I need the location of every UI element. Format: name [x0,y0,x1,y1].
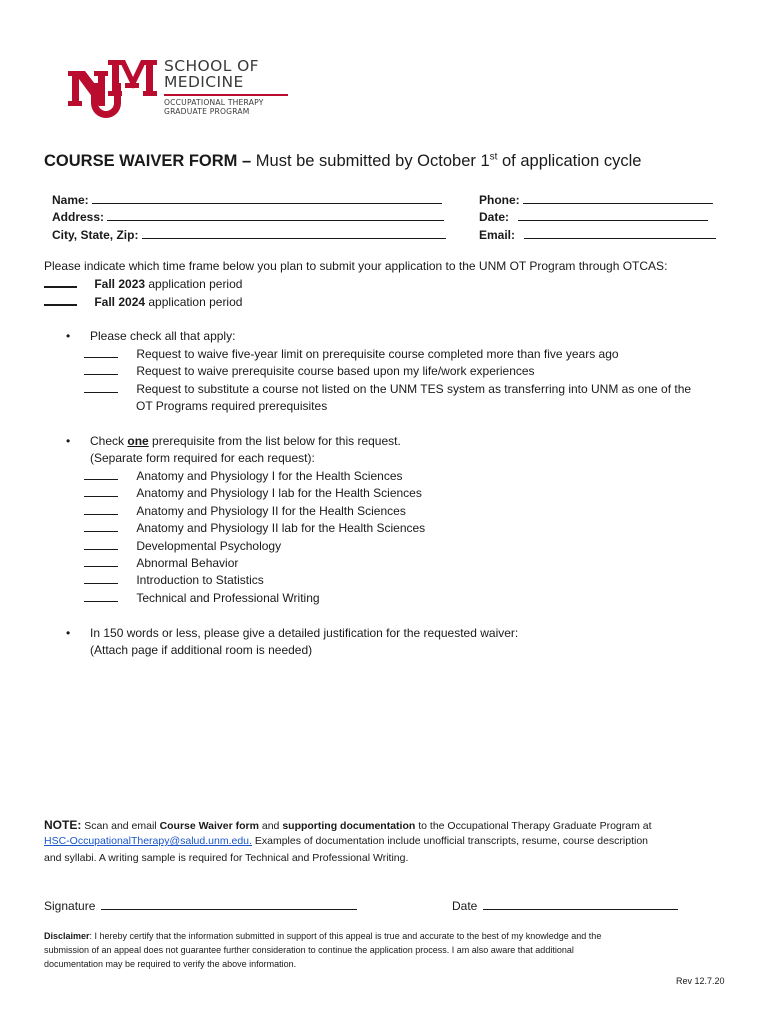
email-field[interactable] [524,227,716,239]
note-text3: to the Occupational Therapy Graduate Program at [415,820,652,832]
school-line1: SCHOOL OF [164,57,259,75]
timeframe-prompt: Please indicate which time frame below you plan to submit your application to the UNM OT Program through OTCAS: [44,259,668,273]
section1-item-2 [84,364,535,378]
email-label: Email: [479,228,516,242]
name-field[interactable] [92,192,442,204]
disclaimer-line3: documentation may be required to verify the above information. [44,959,297,969]
course-checkbox[interactable] [84,539,118,550]
note-text2: and [258,820,283,832]
course-label: Abnormal Behavior [136,556,239,570]
phone-field[interactable] [523,192,713,204]
course-label: Anatomy and Physiology II lab for the Health Sciences [136,521,426,535]
section2-heading-post: prerequisite from the list below for this request. [148,434,401,448]
date-field[interactable] [518,209,708,221]
course-checkbox[interactable] [84,556,118,567]
course-checkbox[interactable] [84,504,118,515]
course-item [84,573,264,587]
course-item [84,539,281,553]
course-checkbox[interactable] [84,486,118,497]
section1-heading: Please check all that apply: [90,329,236,343]
note-text4: Examples of documentation include unofficial transcripts, resume, course description [251,835,649,847]
section1-item3-continued: OT Programs required prerequisites [136,399,328,413]
section2-subheading: (Separate form required for each request): [90,451,315,465]
signature-label: Signature [44,899,96,913]
course-label: Anatomy and Physiology II for the Health Sciences [136,504,406,518]
logo-divider [164,94,288,96]
note-label: NOTE: [44,818,82,832]
section1-item-3 [84,382,691,396]
course-label: Anatomy and Physiology I lab for the Health Sciences [136,486,422,500]
form-title-rest: Must be submitted by October 1 [251,152,490,170]
bullet-section2: • [66,434,71,448]
option-2024-rest: application period [145,295,243,309]
address-field[interactable] [107,209,444,221]
city-state-zip-field[interactable] [142,227,446,239]
city-state-zip-label: City, State, Zip: [52,228,139,242]
note-text1: Scan and email [81,820,160,832]
unm-school-of-medicine-logo [68,57,290,121]
name-row [52,192,442,207]
section3-heading: In 150 words or less, please give a detailed justification for the requested waiver: [90,626,519,640]
timeframe-2024-checkbox[interactable] [44,294,77,306]
revision-label: Rev 12.7.20 [676,976,725,986]
section1-item3-text: Request to substitute a course not listed on the UNM TES system as transferring into UNM as one of the [136,382,692,396]
signature-date-label: Date [452,899,478,913]
timeframe-option-2024 [44,294,242,309]
phone-label: Phone: [479,193,520,207]
disclaimer-line2: submission of an appeal does not guarantee further consideration to continue the application process. I am also aware that additional [44,945,574,955]
course-checkbox[interactable] [84,521,118,532]
timeframe-option-2023 [44,276,242,291]
course-item [84,504,406,518]
address-label: Address: [52,210,105,224]
option-2024-bold: Fall 2024 [94,295,146,309]
section1-item3-checkbox[interactable] [84,382,118,393]
course-label: Introduction to Statistics [136,573,264,587]
form-title-bold: COURSE WAIVER FORM – [44,152,252,170]
bullet-section1: • [66,329,71,343]
note-bold1: Course Waiver form [159,820,259,832]
section2-heading [90,434,401,448]
address-row [52,209,444,224]
signature-row [44,899,357,913]
option-2023-bold: Fall 2023 [94,277,146,291]
program-line2: GRADUATE PROGRAM [164,107,250,116]
signature-date-field[interactable] [483,899,678,910]
course-item [84,521,425,535]
course-item [84,469,403,483]
option-2023-rest: application period [145,277,243,291]
disclaimer-text1: : I hereby certify that the information submitted in support of this appeal is true and accurate to the best of my knowledge and the [89,931,602,941]
course-checkbox[interactable] [84,469,118,480]
form-title-sup: st [489,151,498,163]
course-label: Developmental Psychology [136,539,282,553]
school-line2: MEDICINE [164,73,244,91]
course-item [84,486,422,500]
date-label: Date: [479,210,510,224]
course-checkbox[interactable] [84,591,118,602]
phone-row [479,192,713,207]
course-checkbox[interactable] [84,573,118,584]
disclaimer-line1 [44,931,601,941]
note-line3: and syllabi. A writing sample is required for Technical and Professional Writing. [44,852,409,864]
city-state-zip-row [52,227,446,242]
section3-subheading: (Attach page if additional room is needed) [90,643,313,657]
unm-logo-icon [68,57,158,121]
program-line1: OCCUPATIONAL THERAPY [164,98,264,107]
form-title-end: of application cycle [497,152,642,170]
section2-heading-emphasis: one [127,434,149,448]
disclaimer-label: Disclaimer [44,931,90,941]
note-line2 [44,835,648,847]
section1-item2-checkbox[interactable] [84,364,118,375]
course-item [84,591,320,605]
bullet-section3: • [66,626,71,640]
note-line1 [44,818,652,832]
form-title [44,152,641,171]
program-email-link[interactable]: HSC-OccupationalTherapy@salud.unm.edu. [44,835,252,847]
name-label: Name: [52,193,89,207]
justification-area[interactable] [90,662,720,802]
course-item [84,556,238,570]
section1-item1-text: Request to waive five-year limit on prerequisite course completed more than five years ago [136,347,619,361]
timeframe-2023-checkbox[interactable] [44,276,77,288]
course-label: Technical and Professional Writing [136,591,320,605]
email-row [479,227,716,242]
section1-item-1 [84,347,619,361]
section1-item1-checkbox[interactable] [84,347,118,358]
note-bold2: supporting documentation [282,820,416,832]
signature-field[interactable] [101,899,357,910]
section1-item2-text: Request to waive prerequisite course based upon my life/work experiences [136,364,535,378]
course-label: Anatomy and Physiology I for the Health Sciences [136,469,403,483]
signature-date-row [452,899,678,913]
section2-heading-pre: Check [90,434,128,448]
date-row [479,209,708,224]
